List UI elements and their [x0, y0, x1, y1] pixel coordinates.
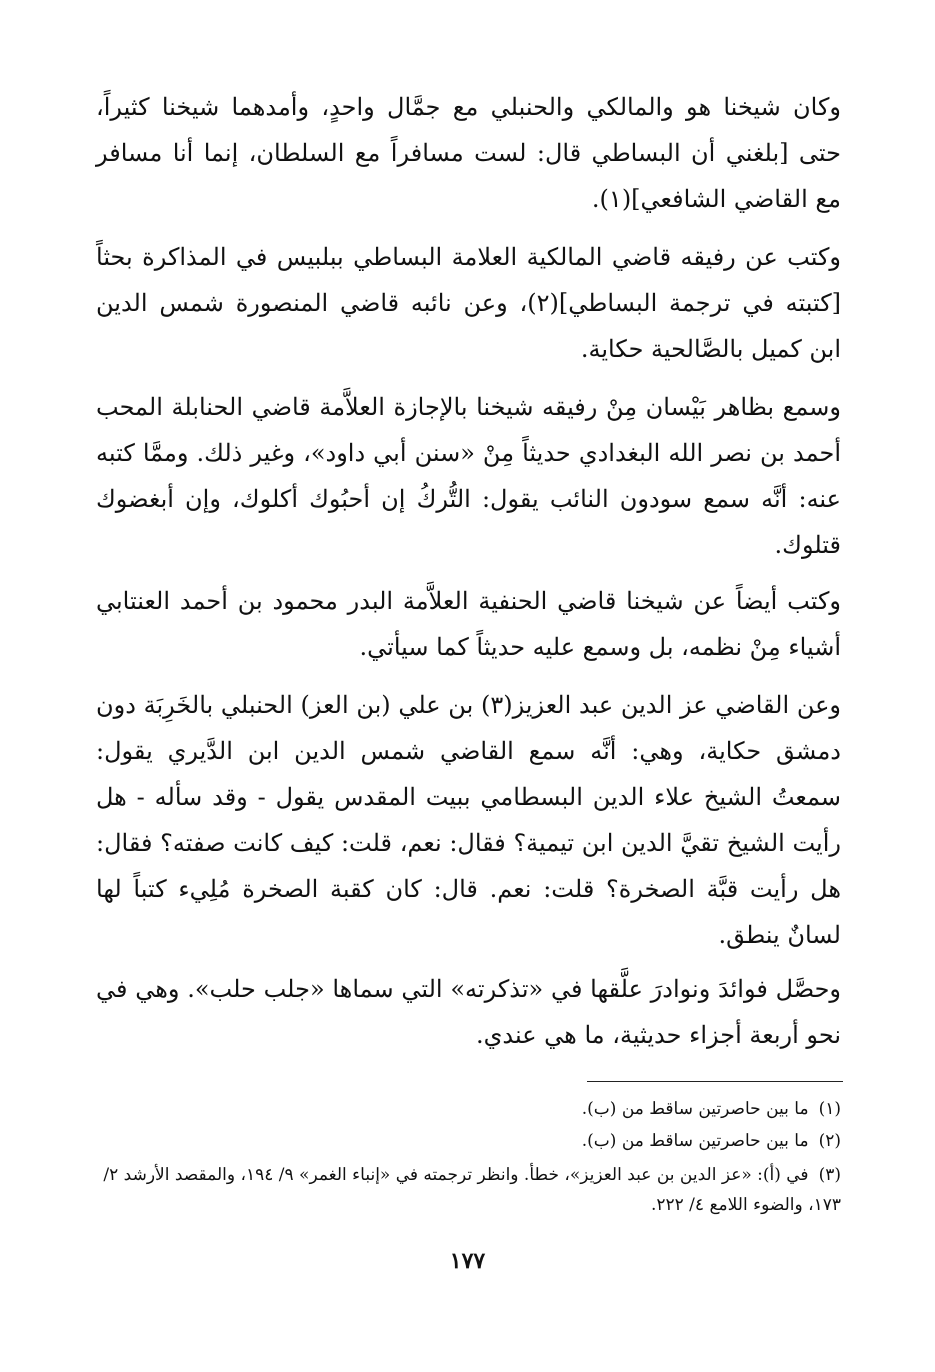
footnote-number: (١)	[818, 1099, 841, 1119]
paragraph-4: وكتب أيضاً عن شيخنا قاضي الحنفية العلاَّمة البدر محمود بن أحمد العنتابي أشياء مِنْ نظمه، بل وسمع عليه حديثاً كما سيأتي.	[96, 587, 841, 661]
footnote-number: (٣)	[818, 1165, 841, 1185]
paragraph-6: وحصَّل فوائدَ ونوادرَ علَّقها في «تذكرته» التي سماها «جلب حلب». وهي في نحو أربعة أجزاء حديثية، ما هي عندي.	[96, 975, 841, 1049]
footnote-text: في (أ): «عز الدين بن عبد العزيز»، خطأ. وانظر ترجمته في «إنباء الغمر» ٩/ ١٩٤، والمقصد الأرشد ٢/ ١٧٣، والضوء اللامع ٤/ ٢٢٢.	[103, 1165, 841, 1215]
footnote-text: ما بين حاصرتين ساقط من (ب).	[581, 1099, 809, 1119]
paragraph-1: وكان شيخنا هو والمالكي والحنبلي مع جمَّال واحدٍ، وأمدهما شيخنا كثيراً، حتى [بلغني أن البساطي قال: لست مسافراً مع السلطان، إنما أنا مسافر مع القاضي الشافعي](١).	[96, 93, 841, 213]
footnote-3	[96, 1160, 841, 1220]
page-number: ١٧٧	[449, 1248, 486, 1274]
paragraph-3: وسمع بظاهر بَيْسان مِنْ رفيقه شيخنا بالإجازة العلاَّمة قاضي الحنابلة المحب أحمد بن نصر الله البغدادي حديثاً مِنْ «سنن أبي داود»، وغير ذلك. وممَّا كتبه عنه: أنَّه سمع سودون النائب يقول: التُّركُ إن أحبُوك أكلوك، وإن أبغضوك قتلوك.	[96, 393, 841, 559]
footnote-number: (٢)	[818, 1131, 841, 1151]
footnote-divider	[587, 1081, 843, 1082]
paragraph-2: وكتب عن رفيقه قاضي المالكية العلامة البساطي ببلبيس في المذاكرة بحثاً [كتبته في ترجمة البساطي](٢)، وعن نائبه قاضي المنصورة شمس الدين ابن كميل بالصَّالحية حكاية.	[96, 243, 842, 363]
footnote-1	[96, 1094, 841, 1124]
paragraph-5: وعن القاضي عز الدين عبد العزيز(٣) بن علي (بن العز) الحنبلي بالخَرِبَة دون دمشق حكاية، وهي: أنَّه سمع القاضي شمس الدين ابن الدَّيري يقول: سمعتُ الشيخ علاء الدين البسطامي ببيت المقدس يقول - وقد سأله - هل رأيت الشيخ تقيَّ الدين ابن تيمية؟ فقال: نعم، قلت: كيف كانت صفته؟ فقال: هل رأيت قبَّة الصخرة؟ قلت: نعم. قال: كان كقبة الصخرة مُلِيء كتباً لها لسانٌ ينطق.	[96, 691, 841, 949]
footnote-2	[96, 1126, 841, 1156]
footnote-text: ما بين حاصرتين ساقط من (ب).	[581, 1131, 809, 1151]
